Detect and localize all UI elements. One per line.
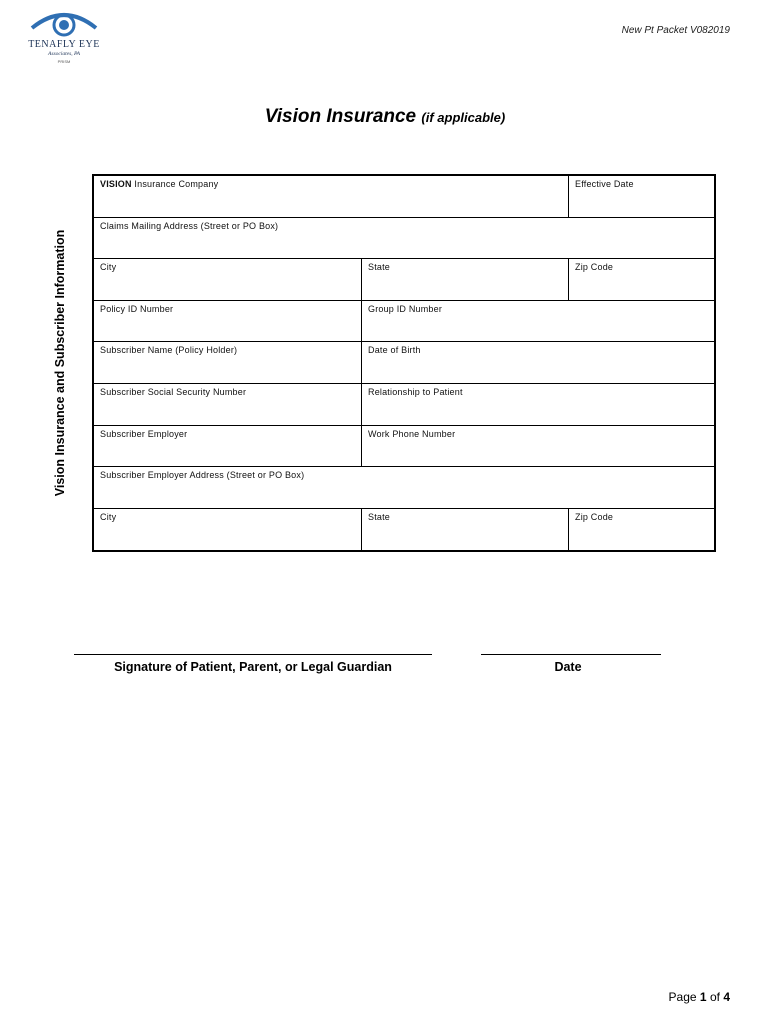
form-row — [94, 218, 714, 260]
subscriber-employer-field[interactable] — [94, 426, 362, 467]
field-label: Subscriber Name (Policy Holder) — [100, 345, 238, 356]
employer-city-field[interactable] — [94, 509, 362, 551]
company-label-rest: Insurance Company — [131, 179, 219, 189]
employer-zip-field[interactable] — [569, 509, 714, 551]
form-row — [94, 342, 714, 384]
field-label: Zip Code — [575, 262, 614, 273]
field-label: City — [100, 511, 117, 522]
signature-date-line[interactable] — [481, 654, 661, 655]
page-total: 4 — [723, 990, 730, 1004]
signature-line[interactable] — [74, 654, 432, 655]
company-label-prefix: VISION — [100, 179, 132, 189]
page-word: Page — [668, 990, 697, 1004]
employer-address-field[interactable] — [94, 467, 714, 508]
subscriber-name-field[interactable] — [94, 342, 362, 383]
employer-state-field[interactable] — [362, 509, 569, 551]
policy-id-field[interactable] — [94, 301, 362, 342]
insurance-form — [92, 174, 716, 552]
form-row — [94, 467, 714, 509]
practice-logo — [24, 8, 104, 66]
logo-subtitle: Associates, PA — [48, 51, 80, 57]
signature-date-label: Date — [554, 660, 582, 674]
form-row — [94, 259, 714, 301]
logo-tag: PRISM — [57, 59, 71, 64]
relationship-field[interactable] — [362, 384, 714, 425]
page-title — [0, 106, 770, 128]
subscriber-ssn-field[interactable] — [94, 384, 362, 425]
field-label: Zip Code — [575, 511, 614, 522]
title-main: Vision Insurance — [264, 106, 417, 127]
field-label: Subscriber Employer Address (Street or PO Box) — [100, 470, 305, 481]
claims-address-field[interactable] — [94, 218, 714, 259]
field-label: Subscriber Employer — [100, 428, 188, 439]
page-number — [669, 990, 730, 1004]
field-label: Subscriber Social Security Number — [100, 386, 247, 397]
field-label: Group ID Number — [368, 303, 443, 314]
zip-field[interactable] — [569, 259, 714, 300]
date-of-birth-field[interactable] — [362, 342, 714, 383]
field-label: Date of Birth — [368, 345, 421, 356]
form-row — [94, 509, 714, 551]
field-label: Policy ID Number — [100, 303, 174, 314]
insurance-company-field[interactable] — [94, 176, 569, 217]
state-field[interactable] — [362, 259, 569, 300]
form-row — [94, 301, 714, 343]
field-label: State — [368, 511, 391, 522]
form-row — [94, 426, 714, 468]
form-row — [94, 176, 714, 218]
field-label: Relationship to Patient — [368, 386, 463, 397]
field-label: State — [368, 262, 391, 273]
page-current: 1 — [699, 990, 707, 1004]
field-label: Effective Date — [575, 179, 634, 189]
group-id-field[interactable] — [362, 301, 714, 342]
section-side-label: Vision Insurance and Subscriber Information — [53, 229, 67, 497]
logo-name: TENAFLY EYE — [28, 39, 100, 50]
title-qualifier: (if applicable) — [421, 110, 506, 125]
packet-version: New Pt Packet V082019 — [621, 25, 730, 36]
city-field[interactable] — [94, 259, 362, 300]
effective-date-field[interactable] — [569, 176, 714, 217]
field-label: City — [100, 262, 117, 273]
signature-label: Signature of Patient, Parent, or Legal Guardian — [114, 660, 392, 674]
work-phone-field[interactable] — [362, 426, 714, 467]
eye-logo-icon — [24, 8, 104, 40]
field-label: Work Phone Number — [368, 428, 456, 439]
form-row — [94, 384, 714, 426]
of-word: of — [709, 990, 720, 1004]
field-label: Claims Mailing Address (Street or PO Box) — [100, 220, 279, 231]
